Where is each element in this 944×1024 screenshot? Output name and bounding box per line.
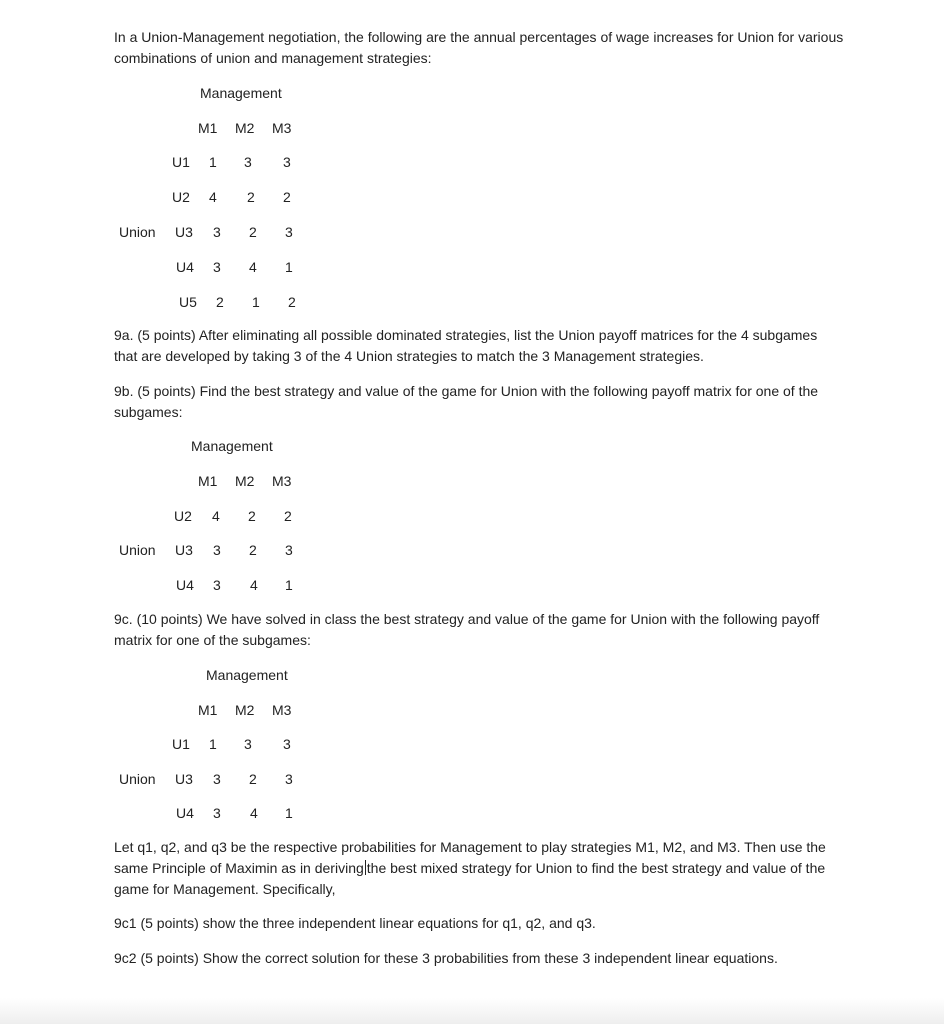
cell-value: 1 [285, 577, 293, 593]
text-cursor [365, 860, 366, 875]
question-9c: 9c. (10 points) We have solved in class the best strategy and value of the game for Union with the following payoff matrix for one of the subgames: [114, 611, 820, 648]
cell-value: 1 [209, 154, 217, 170]
cell-value: 3 [244, 154, 252, 170]
cell-value: 2 [247, 189, 255, 205]
col-header-m1-2: M1 [198, 473, 218, 489]
col-header-m2-2: M2 [235, 473, 255, 489]
cell-value: 3 [283, 154, 291, 170]
col-header-m3-3: M3 [272, 702, 292, 718]
cell-value: 3 [213, 805, 221, 821]
question-9c-instructions-part-a: Let q1, q2, and q3 be the respective probabilities for Management to play strategies M1, M2, and M3. Then use the same Principle of Maximin as in deriving [114, 839, 826, 876]
row-label: U2 [172, 189, 190, 205]
row-label: U1 [172, 736, 190, 752]
question-9c2: 9c2 (5 points) Show the correct solution for these 3 probabilities from these 3 independent linear equations. [114, 950, 778, 966]
union-label-1: Union [119, 224, 156, 240]
cell-value: 2 [284, 508, 292, 524]
cell-value: 3 [213, 259, 221, 275]
row-label: U4 [176, 577, 194, 593]
cell-value: 2 [248, 508, 256, 524]
cell-value: 3 [213, 577, 221, 593]
question-9b: 9b. (5 points) Find the best strategy and value of the game for Union with the following payoff matrix for one of the subgames: [114, 383, 819, 420]
cell-value: 3 [285, 542, 293, 558]
cell-value: 3 [285, 224, 293, 240]
cell-value: 2 [249, 771, 257, 787]
question-9c-instructions[interactable] [114, 837, 844, 900]
cell-value: 3 [213, 224, 221, 240]
cell-value: 3 [285, 771, 293, 787]
cell-value: 2 [249, 542, 257, 558]
cell-value: 4 [212, 508, 220, 524]
question-9c-instructions-part-b: the best mixed strategy for Union to find the best strategy and value of the game for Management. Specifically, [114, 860, 826, 897]
cell-value: 2 [249, 224, 257, 240]
cell-value: 2 [216, 294, 224, 310]
col-header-m3-2: M3 [272, 473, 292, 489]
cell-value: 4 [250, 805, 258, 821]
cell-value: 2 [288, 294, 296, 310]
cell-value: 3 [213, 542, 221, 558]
row-label: U4 [176, 259, 194, 275]
question-9c1: 9c1 (5 points) show the three independent linear equations for q1, q2, and q3. [114, 915, 596, 931]
row-label: U3 [175, 542, 193, 558]
cell-value: 1 [285, 805, 293, 821]
cell-value: 1 [209, 736, 217, 752]
row-label: U3 [175, 771, 193, 787]
row-label: U1 [172, 154, 190, 170]
page-bottom-shadow [0, 998, 944, 1024]
col-header-m2-3: M2 [235, 702, 255, 718]
union-label-3: Union [119, 771, 156, 787]
col-header-m1-3: M1 [198, 702, 218, 718]
row-label: U4 [176, 805, 194, 821]
row-label: U2 [174, 508, 192, 524]
col-header-m1-1: M1 [198, 120, 218, 136]
cell-value: 1 [285, 259, 293, 275]
cell-value: 4 [250, 577, 258, 593]
cell-value: 4 [209, 189, 217, 205]
management-label-1: Management [200, 85, 282, 101]
col-header-m3-1: M3 [272, 120, 292, 136]
union-label-2: Union [119, 542, 156, 558]
management-label-3: Management [206, 667, 288, 683]
management-label-2: Management [191, 438, 273, 454]
cell-value: 3 [244, 736, 252, 752]
intro-text: In a Union-Management negotiation, the following are the annual percentages of wage increases for Union for various combinations of union and management strategies: [114, 29, 844, 66]
row-label: U3 [175, 224, 193, 240]
cell-value: 1 [252, 294, 260, 310]
col-header-m2-1: M2 [235, 120, 255, 136]
row-label: U5 [179, 294, 197, 310]
cell-value: 3 [213, 771, 221, 787]
cell-value: 4 [249, 259, 257, 275]
question-9a: 9a. (5 points) After eliminating all possible dominated strategies, list the Union payoff matrices for the 4 subgames that are developed by taking 3 of the 4 Union strategies to match the 3 Management strategies. [114, 327, 818, 364]
cell-value: 2 [283, 189, 291, 205]
cell-value: 3 [283, 736, 291, 752]
